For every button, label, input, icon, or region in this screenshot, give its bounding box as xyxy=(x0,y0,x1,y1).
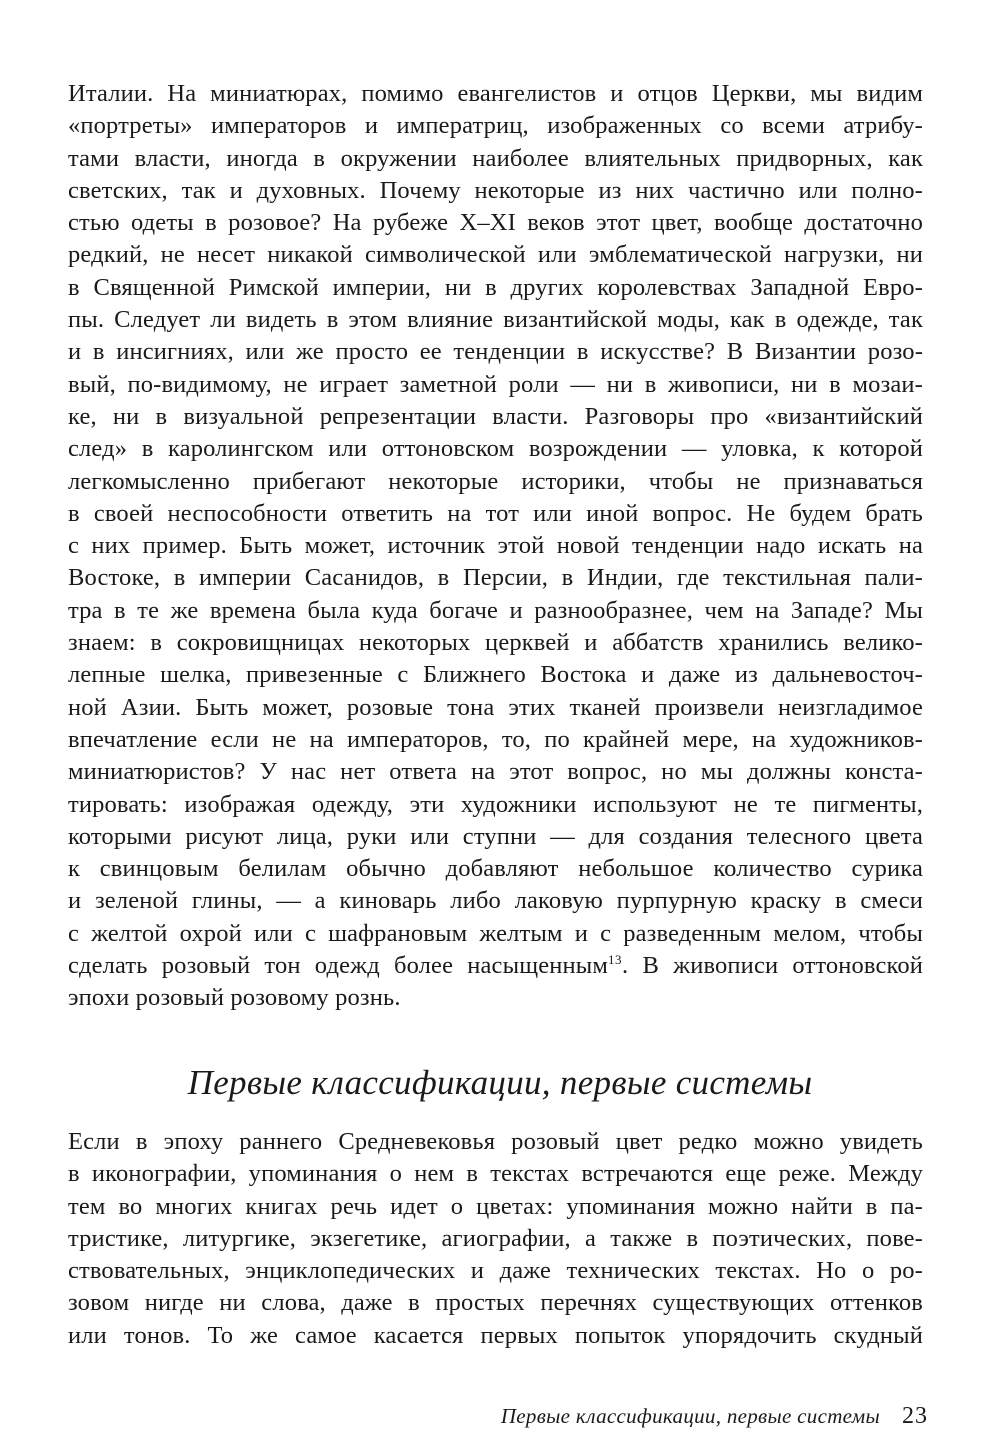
text-line: и в инсигниях, или же просто ее тенденции в искусстве? В Византии розо- xyxy=(68,338,923,366)
text-line: которыми рисуют лица, руки или ступни — для создания телесного цвета xyxy=(68,822,923,850)
text-line: тировать: изображая одежду, эти художники используют не те пигменты, xyxy=(68,790,923,818)
text-line: тра в те же времена была куда богаче и разнообразнее, чем на Западе? Мы xyxy=(68,596,923,624)
text-line: вый, по-видимому, не играет заметной роли — ни в живописи, ни в мозаи- xyxy=(68,370,923,398)
text-line: Если в эпоху раннего Средневековья розовый цвет редко можно увидеть xyxy=(68,1128,923,1155)
text-line: знаем: в сокровищницах некоторых церквей и аббатств хранились велико- xyxy=(68,629,923,657)
text-line: и зеленой глины, — а киноварь либо лаковую пурпурную краску в смеси xyxy=(68,887,923,915)
page-number: 23 xyxy=(902,1403,928,1429)
footnote-reference[interactable]: 13 xyxy=(608,952,623,968)
text-line: тами власти, иногда в окружении наиболее влиятельных придворных, как xyxy=(68,144,923,172)
text-line-with-footnote xyxy=(68,950,923,982)
text-line: или тонов. То же самое касается первых попыток упорядочить скудный xyxy=(68,1321,923,1349)
text-line: с них пример. Быть может, источник этой новой тенденции надо искать на xyxy=(68,532,923,560)
text-line: с желтой охрой или с шафрановым желтым и с разведенным мелом, чтобы xyxy=(68,919,923,947)
text-line: ной Азии. Быть может, розовые тона этих тканей произвели неизгладимое xyxy=(68,693,923,721)
running-footer xyxy=(501,1402,928,1430)
text-line: лепные шелка, привезенные с Ближнего Востока и даже из дальневосточ- xyxy=(68,661,923,689)
section-paragraph xyxy=(68,1126,923,1352)
text-line: редкий, не несет никакой символической или эмблематической нагрузки, ни xyxy=(68,241,923,269)
section-heading: Первые классификации, первые системы xyxy=(187,1063,813,1102)
text-line: в своей неспособности ответить на тот или иной вопрос. Не будем брать xyxy=(68,499,923,527)
text-line: легкомысленно прибегают некоторые историки, чтобы не признаваться xyxy=(68,467,923,495)
footnote-line-text-after: . В живописи оттоновской xyxy=(622,952,924,980)
text-line: в иконографии, упоминания о нем в текстах встречаются еще реже. Между xyxy=(68,1160,923,1188)
text-line: Италии. На миниатюрах, помимо евангелистов и отцов Церкви, мы видим xyxy=(68,80,923,107)
text-line: зовом нигде ни слова, даже в простых перечнях существующих оттенков xyxy=(68,1289,923,1317)
text-line: в Священной Римской империи, ни в других королевствах Западной Евро- xyxy=(68,273,923,301)
text-line: ке, ни в визуальной репрезентации власти. Разговоры про «византийский xyxy=(68,402,923,430)
text-line: к свинцовым белилам обычно добавляют небольшое количество сурика xyxy=(68,855,923,883)
running-title: Первые классификации, первые системы xyxy=(500,1404,880,1428)
text-line: миниатюристов? У нас нет ответа на этот вопрос, но мы должны конста- xyxy=(68,758,923,786)
footnote-line-text: сделать розовый тон одежд более насыщенным xyxy=(68,952,609,980)
body-paragraph xyxy=(68,78,923,1015)
text-line: впечатление если не на императоров, то, по крайней мере, на художников- xyxy=(68,725,923,753)
text-line: пы. Следует ли видеть в этом влияние византийской моды, как в одежде, так xyxy=(68,306,923,334)
text-line: «портреты» императоров и императриц, изображенных со всеми атрибу- xyxy=(68,112,923,140)
text-line: стью одеты в розовое? На рубеже X–XI веков этот цвет, вообще достаточно xyxy=(68,209,923,237)
text-line-last: эпохи розовый розовому рознь. xyxy=(68,984,401,1012)
text-line: тристике, литургике, экзегетике, агиографии, а также в поэтических, пове- xyxy=(68,1224,923,1252)
text-line: Востоке, в империи Сасанидов, в Персии, в Индии, где текстильная пали- xyxy=(68,564,923,592)
text-line: ствовательных, энциклопедических и даже технических текстах. Но о ро- xyxy=(68,1257,923,1285)
text-line: светских, так и духовных. Почему некоторые из них частично или полно- xyxy=(68,176,923,204)
text-line: след» в каролингском или оттоновском возрождении — уловка, к которой xyxy=(68,435,923,463)
text-line: тем во многих книгах речь идет о цветах: упоминания можно найти в па- xyxy=(68,1192,923,1220)
